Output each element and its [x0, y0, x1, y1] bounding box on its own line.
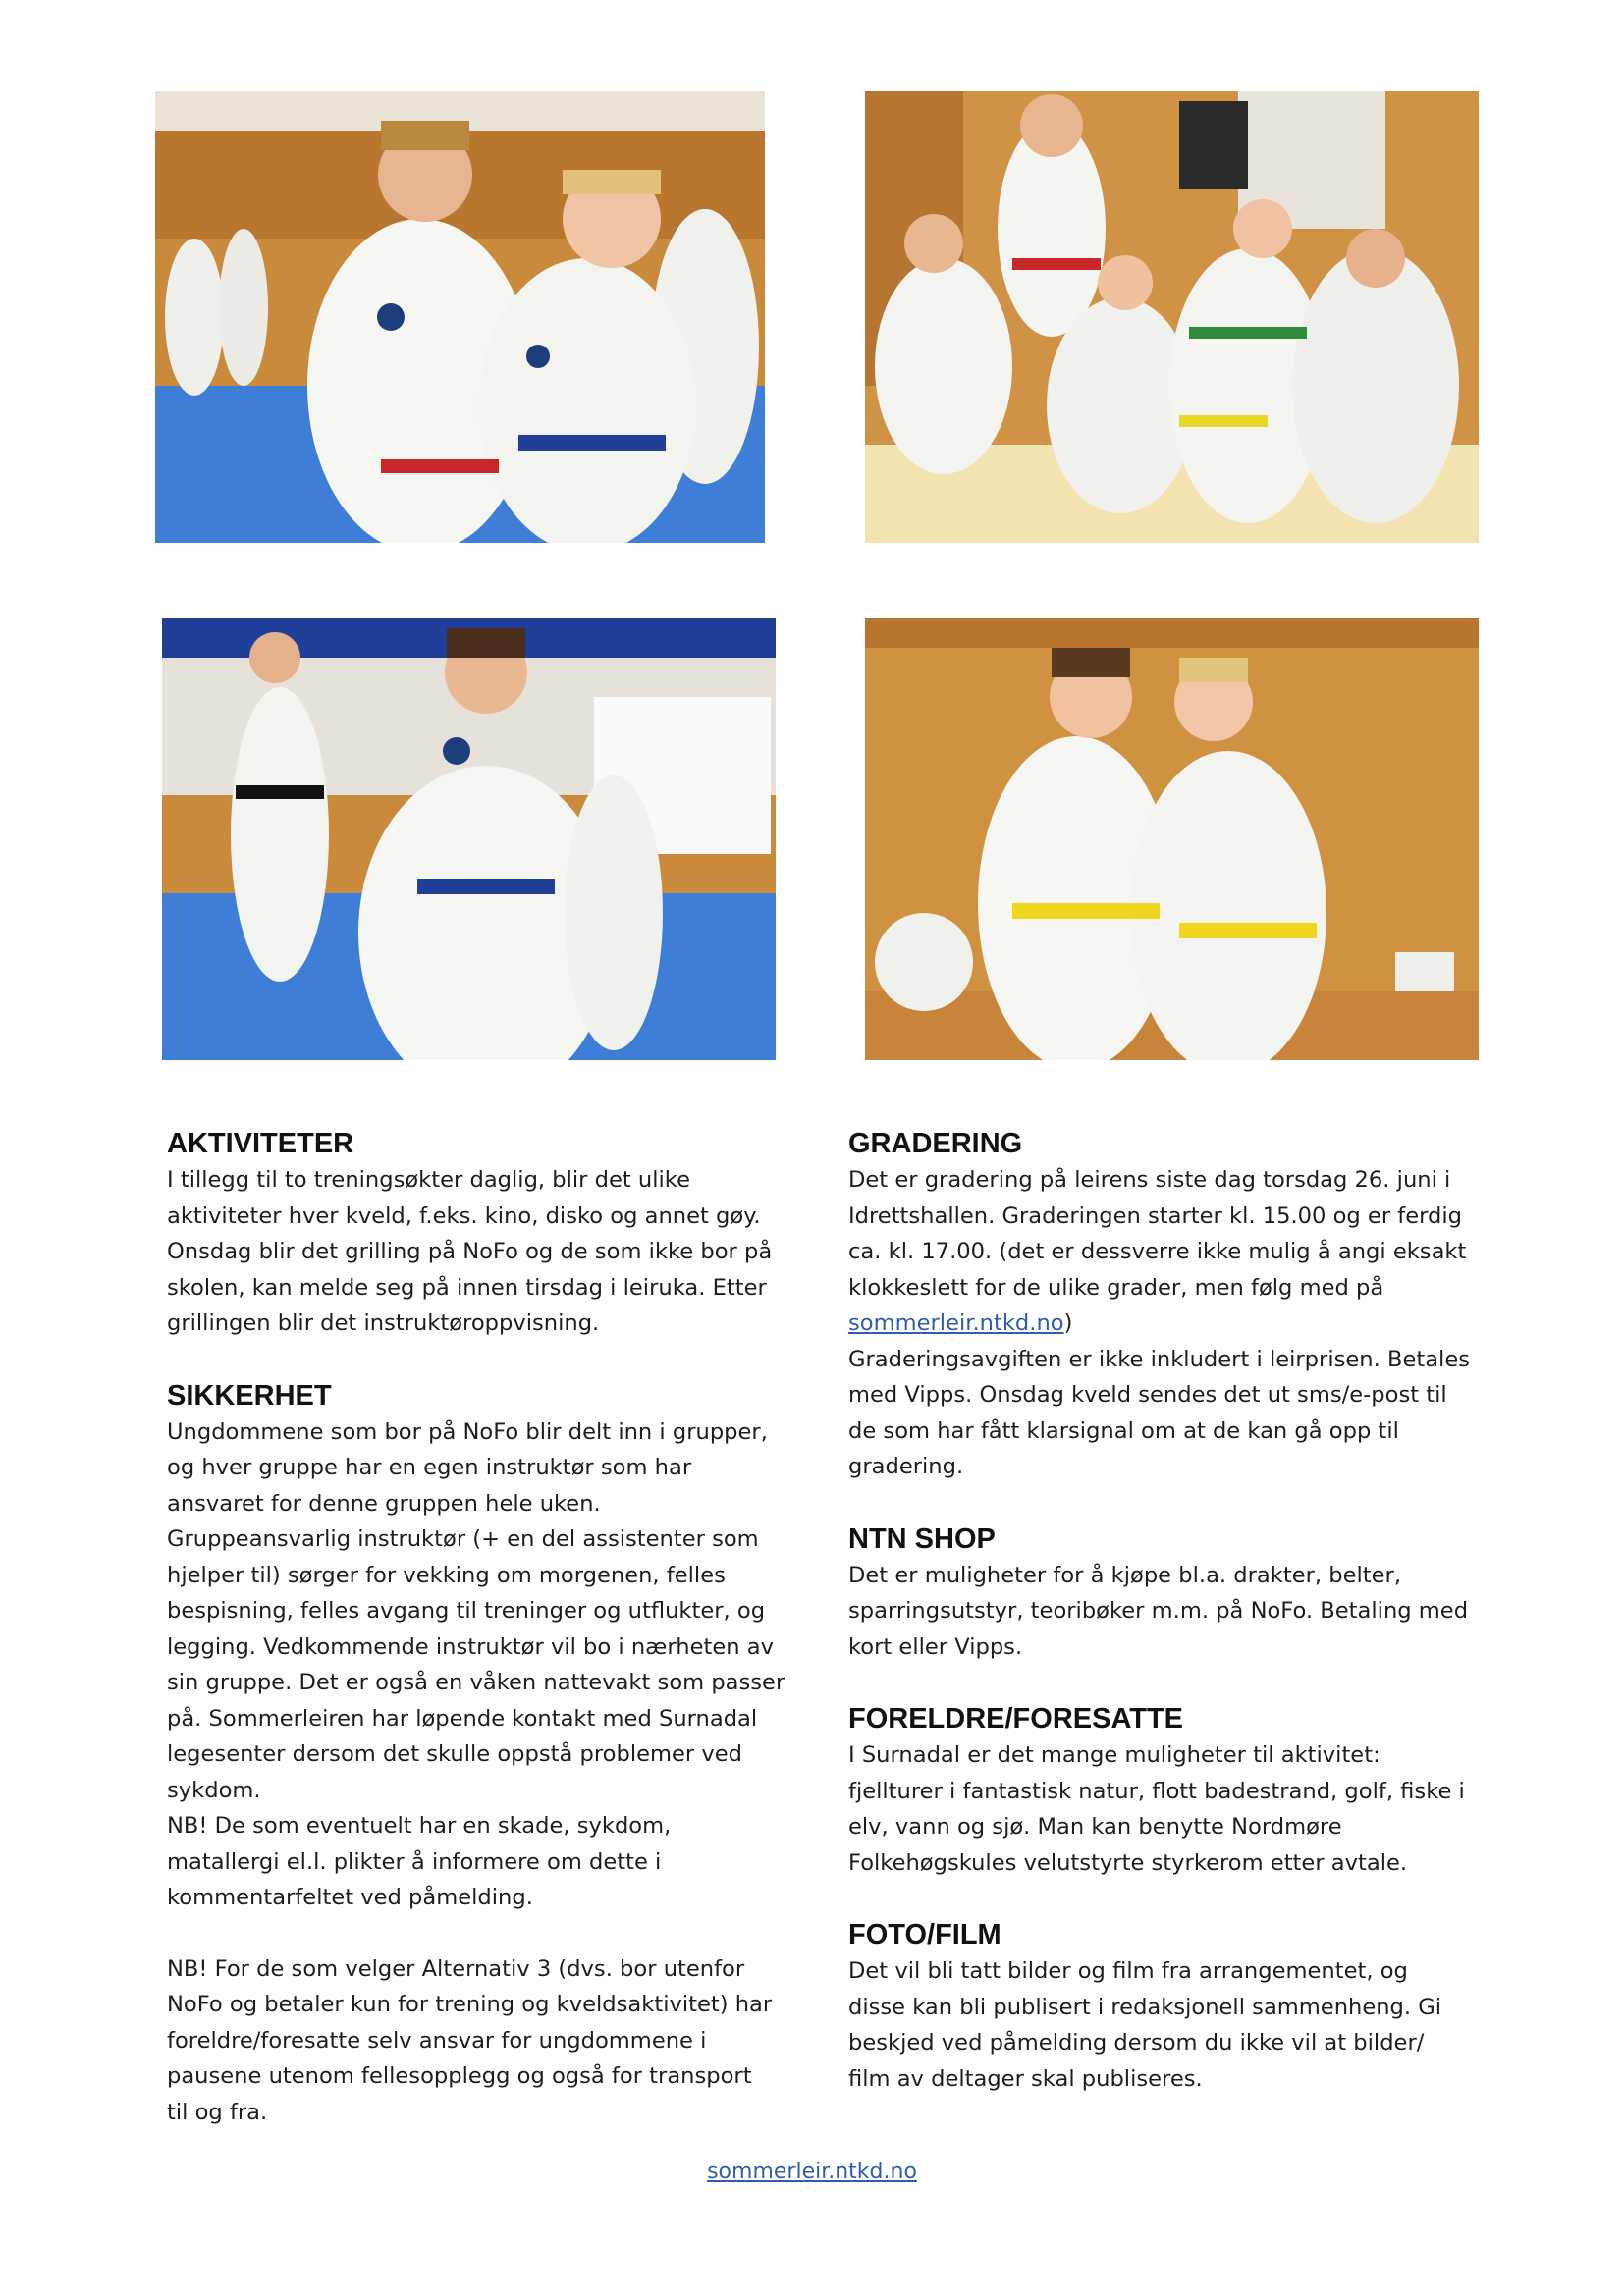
taekwondo-group-sitting-on-mats-photo-icon [865, 91, 1479, 543]
gradering-line: Idrettshallen. Graderingen starter kl. 15.00 og er ferdig [848, 1202, 1463, 1229]
sikkerhet-line: sin gruppe. Det er også en våken nattevakt som passer [167, 1670, 785, 1695]
heading-foto-film: FOTO/FILM [848, 1919, 1001, 1950]
sikkerhet-line: ansvaret for denne gruppen hele uken. [167, 1490, 601, 1517]
gradering-line: klokkeslett for de ulike grader, men følg med på [848, 1274, 1384, 1301]
sikkerhet-line: NB! De som eventuelt har en skade, sykdom, [167, 1813, 672, 1839]
heading-ntn-shop: NTN SHOP [848, 1522, 996, 1555]
heading-foreldre: FORELDRE/FORESATTE [848, 1703, 1184, 1735]
sikkerhet-line: bespisning, felles avgang til treninger og utflukter, og [167, 1598, 766, 1624]
gradering-link-line [848, 1306, 1477, 1342]
gradering-link[interactable]: sommerleir.ntkd.no [848, 1310, 1064, 1336]
aktiviteter-line: I tillegg til to treningsøkter daglig, blir det ulike [167, 1167, 690, 1193]
foto-line: beskjed ved påmelding dersom du ikke vil at bilder/ [848, 2030, 1425, 2056]
foto-line: disse kan bli publisert i redaksjonell sammenheng. Gi [848, 1994, 1442, 2020]
gradering-line: Det er gradering på leirens siste dag torsdag 26. juni i [848, 1167, 1451, 1193]
sikkerhet-nb-line: NoFo og betaler kun for trening og kveldsaktivitet) har [167, 1992, 773, 2017]
taekwondo-girl-punching-photo-icon [162, 618, 776, 1060]
footer-link[interactable]: sommerleir.ntkd.no [707, 2160, 917, 2184]
foreldre-line: Folkehøgskules velutstyrte styrkerom etter avtale. [848, 1849, 1408, 1876]
sikkerhet-line: sykdom. [167, 1777, 261, 1803]
photo-girl-punching [162, 618, 776, 1060]
aktiviteter-line: aktiviteter hver kveld, f.eks. kino, disko og annet gøy. [167, 1202, 761, 1229]
aktiviteter-line: grillingen blir det instruktøroppvisning. [167, 1310, 600, 1336]
sikkerhet-line: matallergi el.l. plikter å informere om dette i [167, 1848, 662, 1875]
two-girls-yellow-belts-photo-icon [865, 618, 1479, 1060]
gradering-line: de som har fått klarsignal om at de kan gå opp til [848, 1417, 1399, 1444]
photo-group-on-mats [865, 91, 1479, 543]
sikkerhet-nb-line: pausene utenom fellesopplegg og også for transport [167, 2063, 752, 2089]
heading-gradering: GRADERING [848, 1128, 1023, 1159]
sikkerhet-line: legesenter dersom det skulle oppstå problemer ved [167, 1741, 742, 1767]
left-column [167, 1125, 795, 2130]
gradering-line: med Vipps. Onsdag kveld sendes det ut sms/e-post til [848, 1382, 1447, 1408]
gradering-link-close: ) [1063, 1310, 1073, 1336]
shop-line: sparringsutstyr, teoribøker m.m. på NoFo. Betaling med [848, 1598, 1469, 1624]
taekwondo-students-laughing-photo-icon [155, 91, 765, 543]
heading-aktiviteter: AKTIVITETER [167, 1128, 354, 1159]
sikkerhet-line: og hver gruppe har en egen instruktør som har [167, 1455, 692, 1480]
aktiviteter-line: Onsdag blir det grilling på NoFo og de som ikke bor på [167, 1239, 773, 1264]
aktiviteter-line: skolen, kan melde seg på innen tirsdag i leiruka. Etter [167, 1274, 767, 1301]
right-column [848, 1125, 1477, 2097]
foto-line: Det vil bli tatt bilder og film fra arrangementet, og [848, 1958, 1408, 1984]
foto-line: film av deltager skal publiseres. [848, 2065, 1203, 2092]
foreldre-line: elv, vann og sjø. Man kan benytte Nordmøre [848, 1814, 1342, 1840]
gradering-line: gradering. [848, 1454, 964, 1479]
foreldre-line: I Surnadal er det mange muligheter til aktivitet: [848, 1742, 1380, 1768]
sikkerhet-line: Gruppeansvarlig instruktør (+ en del assistenter som [167, 1526, 759, 1552]
photo-two-girls-yellow-belts [865, 618, 1479, 1060]
sikkerhet-line: kommentarfeltet ved påmelding. [167, 1885, 533, 1910]
sikkerhet-line: på. Sommerleiren har løpende kontakt med Surnadal [167, 1705, 758, 1732]
sikkerhet-nb-line: til og fra. [167, 2099, 268, 2125]
sikkerhet-line: hjelper til) sørger for vekking om morgenen, felles [167, 1562, 726, 1588]
shop-line: Det er muligheter for å kjøpe bl.a. drakter, belter, [848, 1562, 1402, 1588]
sikkerhet-line: legging. Vedkommende instruktør vil bo i nærheten av [167, 1633, 774, 1660]
gradering-line: ca. kl. 17.00. (det er dessverre ikke mulig å angi eksakt [848, 1239, 1467, 1264]
heading-sikkerhet: SIKKERHET [167, 1379, 332, 1412]
photo-students-laughing [155, 91, 765, 543]
shop-line: kort eller Vipps. [848, 1633, 1023, 1660]
sikkerhet-nb-line: NB! For de som velger Alternativ 3 (dvs. bor utenfor [167, 1955, 745, 1982]
foreldre-line: fjellturer i fantastisk natur, flott badestrand, golf, fiske i [848, 1778, 1465, 1804]
sikkerhet-line: Ungdommene som bor på NoFo blir delt inn i grupper, [167, 1418, 768, 1445]
gradering-line: Graderingsavgiften er ikke inkludert i leirprisen. Betales [848, 1346, 1470, 1372]
sikkerhet-nb-line: foreldre/foresatte selv ansvar for ungdommene i [167, 2027, 707, 2054]
